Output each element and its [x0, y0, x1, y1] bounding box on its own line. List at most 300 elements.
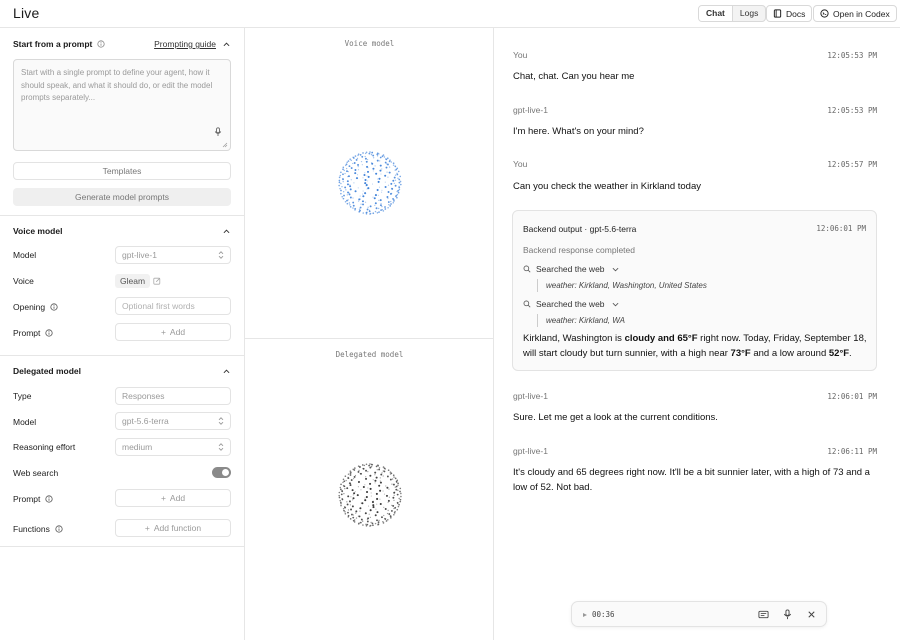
orb-dot — [381, 190, 382, 191]
generate-model-prompts-button[interactable]: Generate model prompts — [13, 188, 231, 206]
orb-dot — [360, 207, 362, 209]
orb-dot — [365, 202, 366, 203]
orb-dot — [340, 484, 342, 486]
orb-dot — [378, 208, 379, 209]
orb-dot — [346, 501, 347, 502]
orb-dot — [380, 474, 382, 476]
orb-dot — [381, 472, 382, 473]
orb-dot — [338, 495, 340, 497]
orb-dot — [350, 188, 352, 190]
orb-dot — [394, 183, 395, 184]
orb-dot — [341, 498, 342, 499]
reasoning-label: Reasoning effort — [13, 442, 76, 452]
backend-status: Backend response completed — [523, 245, 635, 255]
orb-dot — [344, 488, 345, 489]
message-text: Chat, chat. Can you hear me — [513, 71, 635, 82]
opening-label: Opening — [13, 302, 46, 312]
config-panel — [0, 28, 245, 640]
docs-button[interactable] — [766, 5, 812, 22]
orb-dot — [367, 180, 368, 181]
orb-dot — [376, 493, 378, 495]
orb-dot — [386, 487, 388, 489]
orb-dot — [347, 203, 349, 205]
message-text: Can you check the weather in Kirkland today — [513, 181, 701, 192]
orb-dot — [380, 482, 382, 484]
orb-dot — [354, 467, 356, 469]
orb-dot — [355, 190, 357, 192]
orb-dot — [352, 469, 354, 471]
orb-dot — [375, 482, 376, 483]
orb-dot — [358, 471, 360, 473]
orb-dot — [371, 466, 372, 467]
message-text: I'm here. What's on your mind? — [513, 126, 644, 137]
orb-dot — [391, 483, 392, 484]
orb-dot — [343, 479, 345, 481]
orb-dot — [353, 514, 354, 515]
voice-value-chip[interactable]: Gleam — [115, 274, 150, 288]
backend-output-time: 12:06:01 PM — [816, 224, 866, 233]
open-in-codex-button[interactable] — [813, 5, 897, 22]
orb-dot — [365, 476, 366, 477]
orb-dot — [354, 208, 356, 210]
search-query: weather: Kirkland, Washington, United States — [537, 279, 707, 292]
orb-dot — [351, 160, 352, 161]
orb-dot — [349, 193, 351, 195]
orb-dot — [342, 168, 344, 170]
orb-dot — [378, 523, 380, 525]
orb-dot — [394, 511, 395, 512]
orb-dot — [347, 199, 348, 200]
orb-dot — [352, 517, 354, 519]
orb-dot — [380, 204, 382, 206]
orb-dot — [353, 182, 354, 183]
orb-dot — [390, 203, 392, 205]
orb-dot — [375, 523, 376, 524]
orb-dot — [363, 190, 364, 191]
chevron-up-icon[interactable] — [223, 41, 230, 48]
orb-dot — [348, 175, 350, 177]
orb-dot — [357, 494, 359, 496]
orb-dot — [396, 167, 398, 169]
orb-dot — [366, 166, 368, 168]
message-speaker: gpt-live-1 — [513, 391, 548, 401]
orb-dot — [399, 182, 401, 184]
orb-dot — [350, 509, 352, 511]
orb-dot — [372, 522, 374, 524]
chevron-down-icon — [612, 301, 619, 308]
orb-dot — [390, 201, 391, 202]
orb-dot — [364, 172, 365, 173]
orb-dot — [348, 515, 350, 517]
orb-dot — [377, 178, 378, 179]
orb-dot — [358, 486, 359, 487]
orb-dot — [398, 171, 400, 173]
orb-dot — [342, 178, 343, 179]
orb-dot — [387, 502, 388, 503]
orb-dot — [343, 485, 344, 486]
orb-dot — [367, 171, 369, 173]
orb-dot — [376, 519, 378, 521]
orb-dot — [362, 194, 363, 195]
orb-dot — [376, 504, 377, 505]
orb-dot — [373, 157, 374, 158]
orb-dot — [342, 173, 344, 175]
captions-icon[interactable] — [758, 609, 769, 620]
orb-dot — [355, 155, 357, 157]
orb-dot — [362, 521, 363, 522]
agent-prompt-input[interactable] — [13, 59, 231, 151]
microphone-icon[interactable] — [214, 127, 222, 137]
orb-dot — [367, 209, 369, 211]
orb-dot — [340, 489, 342, 491]
orb-dot — [382, 209, 383, 210]
opening-placeholder: Optional first words — [122, 301, 195, 311]
orb-dot — [339, 492, 341, 494]
opening-input[interactable] — [115, 297, 231, 315]
orb-dot — [385, 485, 386, 486]
orb-dot — [351, 479, 353, 481]
orb-dot — [368, 506, 369, 507]
orb-dot — [392, 497, 394, 499]
divider — [0, 546, 245, 547]
orb-dot — [381, 516, 383, 518]
orb-dot — [364, 179, 366, 181]
orb-dot — [343, 195, 345, 197]
web-search-toggle[interactable] — [212, 467, 231, 478]
info-icon[interactable] — [97, 40, 105, 48]
orb-dot — [383, 154, 385, 156]
orb-dot — [362, 177, 363, 178]
web-search-row — [13, 467, 230, 479]
orb-dot — [386, 495, 388, 497]
orb-dot — [391, 193, 392, 194]
orb-dot — [344, 173, 345, 174]
orb-dot — [343, 191, 344, 192]
orb-dot — [355, 491, 356, 492]
orb-dot — [388, 204, 389, 205]
close-icon[interactable] — [806, 609, 817, 620]
orb-dot — [339, 180, 341, 182]
orb-dot — [349, 202, 350, 203]
orb-dot — [385, 162, 387, 164]
message-speaker: You — [513, 159, 528, 169]
orb-dot — [347, 477, 348, 478]
orb-dot — [367, 207, 368, 208]
orb-dot — [343, 510, 345, 512]
orb-dot — [372, 184, 373, 185]
orb-dot — [361, 519, 363, 521]
orb-dot — [397, 483, 399, 485]
orb-dot — [345, 475, 347, 477]
visualizer-panel — [245, 28, 494, 640]
orb-dot — [380, 165, 382, 167]
templates-button[interactable]: Templates — [13, 162, 231, 180]
orb-dot — [346, 170, 348, 172]
orb-dot — [365, 512, 367, 514]
orb-dot — [371, 492, 372, 493]
orb-dot — [394, 177, 396, 179]
orb-dot — [365, 478, 367, 480]
orb-dot — [362, 464, 364, 466]
orb-dot — [388, 510, 389, 511]
reasoning-effort-select[interactable] — [115, 438, 231, 456]
orb-dot — [374, 474, 375, 475]
orb-dot — [400, 493, 402, 495]
orb-dot — [383, 515, 384, 516]
voice-model-select[interactable] — [115, 246, 231, 264]
voice-model-header[interactable] — [13, 225, 230, 237]
orb-dot — [367, 487, 368, 488]
orb-dot — [377, 469, 378, 470]
orb-dot — [363, 486, 365, 488]
add-function-label: Add function — [153, 523, 202, 533]
search-query: weather: Kirkland, WA — [537, 314, 625, 327]
orb-dot — [345, 189, 346, 190]
orb-dot — [369, 483, 371, 485]
orb-dot — [374, 472, 376, 474]
info-icon[interactable] — [50, 303, 58, 311]
info-icon[interactable] — [55, 525, 63, 533]
orb-dot — [388, 185, 389, 186]
orb-dot — [366, 212, 367, 213]
orb-dot — [352, 489, 354, 491]
updown-chevron-icon — [218, 416, 224, 426]
orb-dot — [360, 204, 361, 205]
tab-logs[interactable]: Logs — [739, 8, 759, 18]
orb-dot — [388, 500, 390, 502]
orb-dot — [379, 499, 380, 500]
web-search-step[interactable] — [523, 299, 619, 309]
orb-dot — [371, 496, 372, 497]
orb-dot — [340, 172, 342, 174]
resize-handle-icon[interactable] — [222, 142, 228, 148]
delegated-prompt-add-button[interactable] — [115, 489, 231, 507]
orb-dot — [398, 506, 400, 508]
microphone-icon[interactable] — [782, 609, 793, 620]
orb-dot — [387, 177, 388, 178]
orb-dot — [379, 160, 380, 161]
orb-dot — [397, 178, 398, 179]
orb-dot — [366, 184, 368, 186]
orb-dot — [381, 206, 382, 207]
orb-dot — [392, 198, 394, 200]
orb-dot — [352, 163, 353, 164]
orb-dot — [372, 168, 374, 170]
web-search-label: Web search — [13, 468, 59, 478]
orb-dot — [375, 211, 376, 212]
delegated-model-select[interactable] — [115, 412, 231, 430]
orb-dot — [398, 504, 400, 506]
orb-dot — [340, 193, 342, 195]
orb-dot — [353, 205, 355, 207]
orb-dot — [386, 163, 387, 164]
orb-dot — [365, 158, 367, 160]
message-time: 12:06:11 PM — [827, 447, 877, 456]
orb-dot — [384, 494, 385, 495]
chevron-down-icon — [612, 266, 619, 273]
orb-dot — [362, 195, 364, 197]
orb-dot — [389, 205, 391, 207]
web-search-label: Searched the web — [536, 264, 605, 274]
orb-dot — [362, 152, 364, 154]
orb-dot — [375, 514, 377, 516]
orb-dot — [353, 494, 354, 495]
orb-dot — [379, 187, 380, 188]
orb-dot — [360, 154, 362, 156]
orb-dot — [398, 186, 399, 187]
orb-dot — [346, 162, 348, 164]
orb-dot — [358, 470, 359, 471]
orb-dot — [400, 184, 402, 186]
orb-dot — [369, 463, 371, 465]
orb-dot — [383, 466, 385, 468]
orb-dot — [378, 469, 380, 471]
orb-dot — [399, 491, 401, 493]
reasoning-value: medium — [122, 442, 153, 452]
orb-dot — [340, 505, 342, 507]
orb-dot — [370, 522, 371, 523]
edit-icon[interactable] — [153, 277, 161, 285]
chevron-up-icon[interactable] — [223, 228, 230, 235]
orb-dot — [384, 175, 386, 177]
orb-dot — [364, 497, 365, 498]
orb-dot — [360, 507, 361, 508]
orb-dot — [396, 509, 398, 511]
orb-dot — [362, 468, 363, 469]
add-label: Add — [169, 327, 186, 337]
orb-dot — [358, 187, 359, 188]
orb-dot — [351, 167, 353, 169]
orb-dot — [343, 167, 345, 169]
delegated-model-header[interactable] — [13, 365, 230, 377]
type-value: Responses — [122, 391, 165, 401]
orb-dot — [346, 487, 348, 489]
orb-dot — [392, 180, 394, 182]
orb-dot — [398, 179, 400, 181]
web-search-step[interactable] — [523, 264, 619, 274]
orb-dot — [348, 474, 349, 475]
view-switcher — [698, 5, 766, 22]
orb-dot — [379, 467, 380, 468]
orb-dot — [387, 519, 389, 521]
orb-dot — [397, 485, 398, 486]
orb-dot — [378, 181, 380, 183]
chevron-up-icon[interactable] — [223, 368, 230, 375]
orb-dot — [365, 524, 366, 525]
orb-dot — [360, 522, 362, 524]
orb-dot — [395, 180, 396, 181]
backend-output-card — [512, 210, 877, 371]
orb-dot — [341, 186, 342, 187]
orb-dot — [389, 159, 391, 161]
divider — [0, 215, 245, 216]
orb-dot — [377, 155, 378, 156]
orb-dot — [350, 518, 352, 520]
orb-dot — [380, 173, 381, 174]
orb-dot — [354, 172, 356, 174]
docs-label: Docs — [786, 8, 806, 19]
orb-dot — [344, 186, 346, 188]
type-select[interactable] — [115, 387, 231, 405]
info-icon[interactable] — [45, 329, 53, 337]
voice-prompt-add-button[interactable] — [115, 323, 231, 341]
orb-dot — [400, 496, 402, 498]
orb-dot — [350, 496, 351, 497]
orb-dot — [366, 175, 367, 176]
orb-dot — [344, 511, 345, 512]
orb-dot — [377, 152, 379, 154]
orb-dot — [349, 482, 351, 484]
orb-dot — [377, 189, 379, 191]
orb-dot — [397, 494, 399, 496]
orb-dot — [374, 205, 375, 206]
orb-dot — [387, 513, 388, 514]
orb-dot — [392, 505, 394, 507]
orb-dot — [347, 180, 349, 182]
orb-dot — [343, 181, 344, 182]
orb-dot — [362, 212, 364, 214]
orb-dot — [352, 499, 353, 500]
orb-dot — [396, 173, 397, 174]
plus-icon: + — [144, 523, 150, 533]
orb-dot — [365, 470, 367, 472]
orb-dot — [388, 469, 390, 471]
orb-dot — [369, 210, 370, 211]
message-text: It's cloudy and 65 degrees right now. It'll be a bit sunnier later, with a high of 73 and a low of 52. Not bad. — [513, 467, 870, 493]
orb-dot — [383, 470, 384, 471]
orb-dot — [366, 161, 368, 163]
tab-chat[interactable]: Chat — [699, 6, 733, 21]
orb-dot — [399, 501, 401, 503]
orb-dot — [341, 494, 343, 496]
orb-dot — [391, 505, 392, 506]
orb-dot — [367, 159, 368, 160]
orb-dot — [343, 480, 345, 482]
orb-dot — [358, 153, 360, 155]
orb-dot — [361, 156, 363, 158]
orb-dot — [375, 173, 377, 175]
orb-dot — [344, 170, 345, 171]
orb-dot — [348, 160, 350, 162]
orb-dot — [362, 164, 363, 165]
search-icon — [523, 300, 531, 308]
orb-dot — [391, 510, 393, 512]
orb-dot — [393, 484, 395, 486]
orb-dot — [345, 201, 347, 203]
add-function-button[interactable] — [115, 519, 231, 537]
orb-dot — [359, 481, 360, 482]
orb-dot — [375, 509, 376, 510]
orb-dot — [372, 506, 374, 508]
orb-dot — [343, 198, 345, 200]
info-icon[interactable] — [45, 495, 53, 503]
orb-dot — [385, 186, 387, 188]
orb-dot — [339, 177, 341, 179]
orb-dot — [386, 167, 388, 169]
prompting-guide-link[interactable]: Prompting guide — [154, 39, 216, 49]
orb-dot — [397, 190, 399, 192]
orb-dot — [359, 209, 360, 210]
orb-dot — [355, 512, 356, 513]
orb-dot — [399, 189, 400, 190]
orb-dot — [366, 496, 368, 498]
orb-dot — [381, 168, 382, 169]
orb-dot — [358, 465, 360, 467]
orb-dot — [340, 487, 342, 489]
orb-dot — [368, 176, 370, 178]
orb-dot — [345, 513, 347, 515]
orb-dot — [393, 500, 394, 501]
